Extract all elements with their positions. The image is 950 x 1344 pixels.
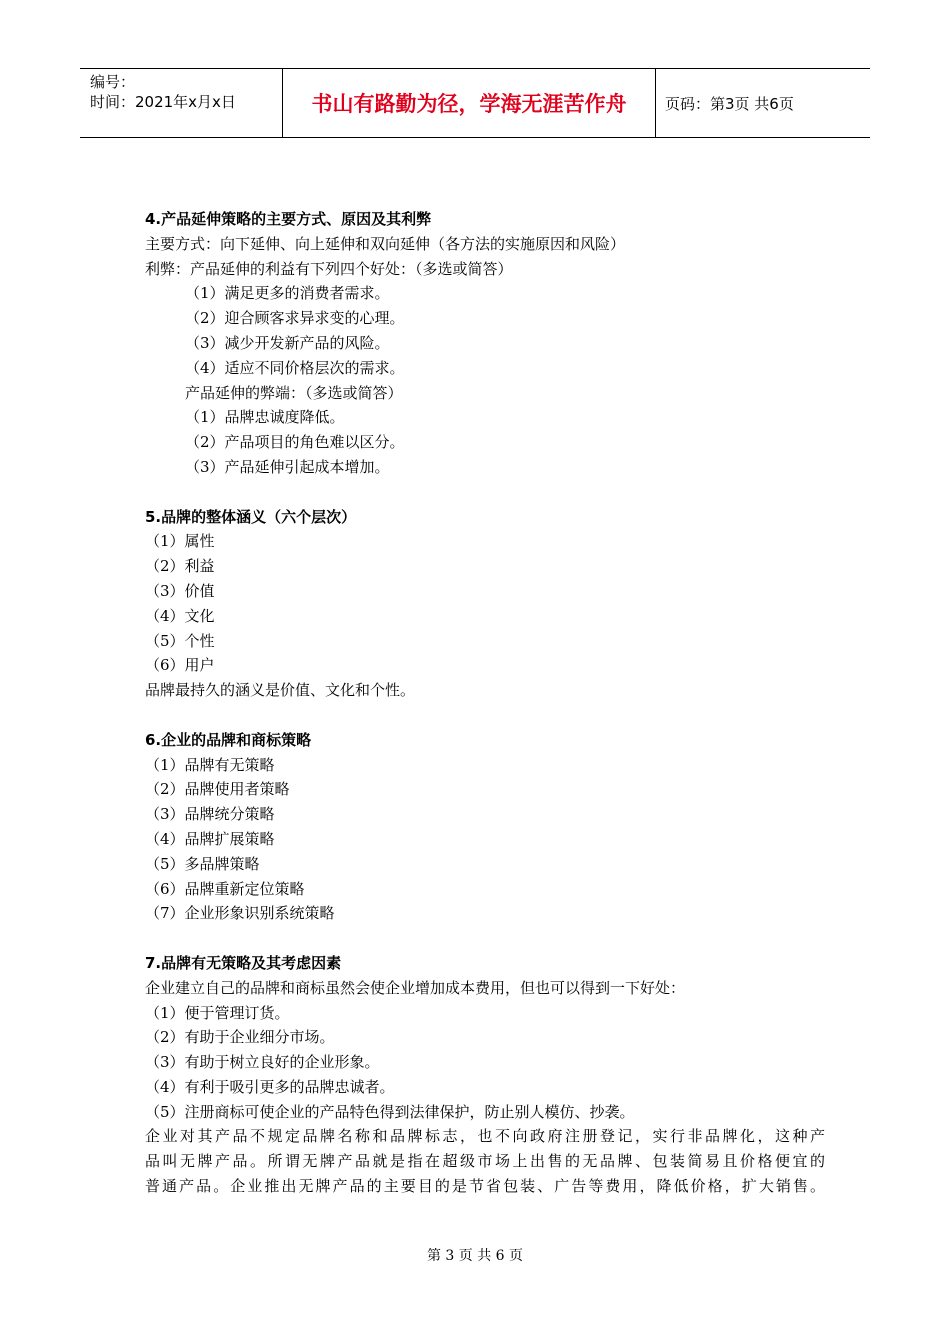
- spacer: [145, 480, 825, 505]
- list-item: （2）产品项目的角色难以区分。: [185, 433, 405, 452]
- serial-number-label: 编号：: [90, 73, 136, 91]
- paragraph-line: 企业对其产品不规定品牌名称和品牌标志，也不向政府注册登记，实行非品牌化，这种产: [145, 1127, 825, 1146]
- section-heading: 6.企业的品牌和商标策略: [145, 730, 312, 749]
- list-item: （7）企业形象识别系统策略: [145, 904, 335, 923]
- header-page-label: 页码：第3页 共6页: [665, 94, 794, 113]
- list-item: （1）品牌忠诚度降低。: [185, 408, 345, 427]
- list-item: （4）品牌扩展策略: [145, 829, 275, 848]
- list-item: （1）品牌有无策略: [145, 755, 275, 774]
- paragraph-line: 普通产品。企业推出无牌产品的主要目的是节省包装、广告等费用，降低价格，扩大销售。: [145, 1177, 825, 1196]
- paragraph-line: 企业建立自己的品牌和商标虽然会使企业增加成本费用，但也可以得到一下好处：: [145, 978, 686, 997]
- list-item: （2）迎合顾客求异求变的心理。: [185, 309, 405, 328]
- page-footer: 第 3 页 共 6 页: [426, 1248, 524, 1264]
- list-item: （3）价值: [145, 581, 215, 600]
- paragraph-line: 品叫无牌产品。所谓无牌产品就是指在超级市场上出售的无品牌、包装简易且价格便宜的: [145, 1152, 825, 1171]
- header-meta-cell: [80, 69, 282, 137]
- list-item: （1）便于管理订货。: [145, 1003, 290, 1022]
- header-page-cell: [655, 69, 870, 137]
- list-item: （2）品牌使用者策略: [145, 780, 290, 799]
- list-item: （3）品牌统分策略: [145, 805, 275, 824]
- paragraph-line: 主要方式：向下延伸、向上延伸和双向延伸（各方法的实施原因和风险）: [145, 234, 626, 253]
- paragraph-line: 品牌最持久的涵义是价值、文化和个性。: [145, 681, 416, 700]
- spacer: [145, 926, 825, 951]
- list-item: （5）个性: [145, 631, 215, 650]
- list-item: （4）适应不同价格层次的需求。: [185, 358, 405, 377]
- list-item: （6）用户: [145, 656, 215, 675]
- list-item: （3）产品延伸引起成本增加。: [185, 457, 390, 476]
- header-motto: 书山有路勤为径，学海无涯苦作舟: [282, 69, 656, 137]
- paragraph-line: 产品延伸的弊端：（多选或简答）: [185, 383, 403, 402]
- section-heading: 5.品牌的整体涵义（六个层次）: [145, 507, 357, 526]
- list-item: （4）文化: [145, 606, 215, 625]
- list-item: （2）有助于企业细分市场。: [145, 1028, 335, 1047]
- page-header: [80, 68, 870, 138]
- list-item: （4）有利于吸引更多的品牌忠诚者。: [145, 1077, 395, 1096]
- list-item: （5）注册商标可使企业的产品特色得到法律保护，防止别人模仿、抄袭。: [145, 1102, 635, 1121]
- list-item: （3）减少开发新产品的风险。: [185, 333, 390, 352]
- document-body: [145, 207, 825, 1199]
- date-label: 时间：2021年x月x日: [90, 93, 236, 111]
- list-item: （1）属性: [145, 532, 215, 551]
- list-item: （6）品牌重新定位策略: [145, 879, 305, 898]
- section-heading: 4.产品延伸策略的主要方式、原因及其利弊: [145, 210, 432, 228]
- section-heading: 7.品牌有无策略及其考虑因素: [145, 953, 342, 972]
- list-item: （2）利益: [145, 557, 215, 576]
- spacer: [145, 703, 825, 728]
- list-item: （3）有助于树立良好的企业形象。: [145, 1053, 380, 1072]
- list-item: （1）满足更多的消费者需求。: [185, 284, 390, 303]
- paragraph-line: 利弊：产品延伸的利益有下列四个好处：（多选或简答）: [145, 259, 513, 278]
- list-item: （5）多品牌策略: [145, 854, 260, 873]
